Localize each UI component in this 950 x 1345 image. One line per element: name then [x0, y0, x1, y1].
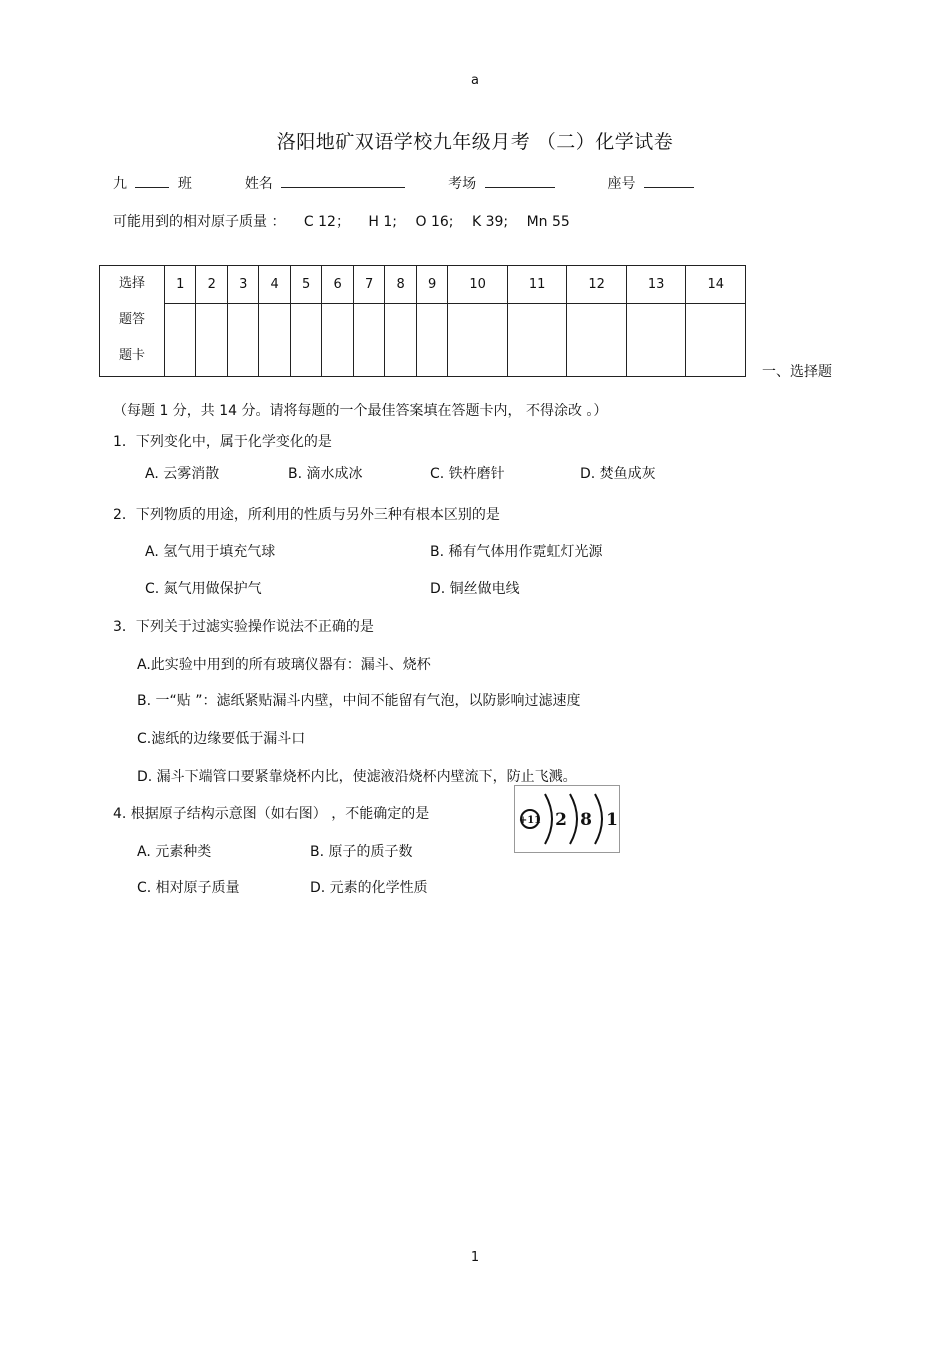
name-blank[interactable]	[281, 173, 405, 188]
answer-cell[interactable]	[385, 304, 416, 377]
answer-cell[interactable]	[165, 304, 196, 377]
atom-structure-diagram	[514, 785, 620, 853]
answer-cell[interactable]	[507, 304, 567, 377]
answer-cell[interactable]	[259, 304, 290, 377]
question-number-cell: 11	[507, 266, 567, 304]
question-option: A. 云雾消散	[145, 466, 220, 482]
seat-label: 座号	[607, 176, 636, 192]
shell-arc	[570, 794, 577, 844]
shell-arc	[595, 794, 602, 844]
question-number-cell: 2	[196, 266, 227, 304]
answer-card-label-line: 选择	[118, 276, 145, 291]
seat-blank[interactable]	[644, 173, 694, 188]
name-label: 姓名	[244, 176, 273, 192]
question-number-cell: 9	[416, 266, 447, 304]
question-option: B. 原子的质子数	[310, 844, 413, 860]
question-option: B. 一“贴 ”：滤纸紧贴漏斗内壁，中间不能留有气泡，以防影响过滤速度	[137, 693, 581, 709]
question-option: B. 稀有气体用作霓虹灯光源	[430, 544, 603, 560]
question-option: A. 氢气用于填充气球	[145, 544, 276, 560]
question-stem: 1．下列变化中，属于化学变化的是	[113, 434, 332, 450]
student-info-row	[113, 173, 698, 193]
question-option: A. 元素种类	[137, 844, 212, 860]
shell-electrons: 8	[580, 810, 592, 830]
page-number: 1	[470, 1250, 480, 1265]
answer-cell[interactable]	[196, 304, 227, 377]
section-heading: 一、选择题	[762, 364, 832, 380]
question-number-cell: 4	[259, 266, 290, 304]
room-label: 考场	[448, 176, 477, 192]
question-option: B. 滴水成冰	[288, 466, 363, 482]
question-option: A.此实验中用到的所有玻璃仪器有：漏斗、烧杯	[137, 657, 431, 673]
answer-cell[interactable]	[686, 304, 746, 377]
answer-cell[interactable]	[353, 304, 384, 377]
atomic-mass-row	[113, 211, 584, 231]
question-number-cell: 8	[385, 266, 416, 304]
question-stem: 2．下列物质的用途，所利用的性质与另外三种有根本区别的是	[113, 507, 500, 523]
shell-electrons: 2	[555, 810, 567, 830]
question-option: C.滤纸的边缘要低于漏斗口	[137, 731, 306, 747]
answer-card-table	[99, 265, 746, 377]
answer-card-label-line: 题卡	[118, 348, 145, 363]
answer-cell[interactable]	[416, 304, 447, 377]
question-option: C. 氮气用做保护气	[145, 581, 262, 597]
mass-mn: Mn 55	[526, 214, 570, 230]
question-stem: 3．下列关于过滤实验操作说法不正确的是	[113, 619, 374, 635]
question-option: D. 漏斗下端管口要紧靠烧杯内比，使滤液沿烧杯内壁流下，防止飞溅。	[137, 769, 577, 785]
class-blank[interactable]	[135, 173, 169, 188]
shell-electrons: 1	[606, 810, 618, 830]
answer-card-label-line: 题答	[118, 312, 145, 327]
room-blank[interactable]	[485, 173, 555, 188]
question-option: C. 相对原子质量	[137, 880, 240, 896]
question-number-cell: 6	[322, 266, 353, 304]
question-number-cell: 5	[290, 266, 321, 304]
question-number-cell: 1	[165, 266, 196, 304]
answer-cell[interactable]	[626, 304, 686, 377]
class-prefix: 九	[113, 176, 127, 192]
mass-k: K 39;	[471, 214, 509, 230]
exam-title: 洛阳地矿双语学校九年级月考 （二）化学试卷	[276, 131, 674, 153]
answer-card-label	[100, 266, 165, 377]
answer-cell[interactable]	[448, 304, 508, 377]
answer-cell[interactable]	[567, 304, 627, 377]
answer-cell[interactable]	[227, 304, 258, 377]
question-option: D. 焚鱼成灰	[580, 466, 656, 482]
class-suffix: 班	[177, 176, 192, 192]
answer-cell[interactable]	[322, 304, 353, 377]
mass-label: 可能用到的相对原子质量 ：	[113, 214, 286, 230]
question-number-cell: 3	[227, 266, 258, 304]
question-option: D. 元素的化学性质	[310, 880, 428, 896]
question-option: C. 铁杵磨针	[430, 466, 505, 482]
question-stem: 4. 根据原子结构示意图（如右图） ，不能确定的是	[113, 806, 430, 822]
shell-arc	[545, 794, 552, 844]
mass-o: O 16;	[415, 214, 454, 230]
header-mark: a	[471, 73, 479, 88]
mass-h: H 1;	[368, 214, 398, 230]
question-number-cell: 7	[353, 266, 384, 304]
instructions: （每题 1 分，共 14 分。请将每题的一个最佳答案填在答题卡内， 不得涂改 。）	[113, 403, 608, 419]
mass-c: C 12；	[303, 214, 350, 230]
question-number-cell: 13	[626, 266, 686, 304]
question-number-cell: 10	[448, 266, 508, 304]
nucleus-charge: +11	[518, 815, 542, 826]
question-number-cell: 14	[686, 266, 746, 304]
question-number-cell: 12	[567, 266, 627, 304]
question-option: D. 铜丝做电线	[430, 581, 520, 597]
answer-cell[interactable]	[290, 304, 321, 377]
